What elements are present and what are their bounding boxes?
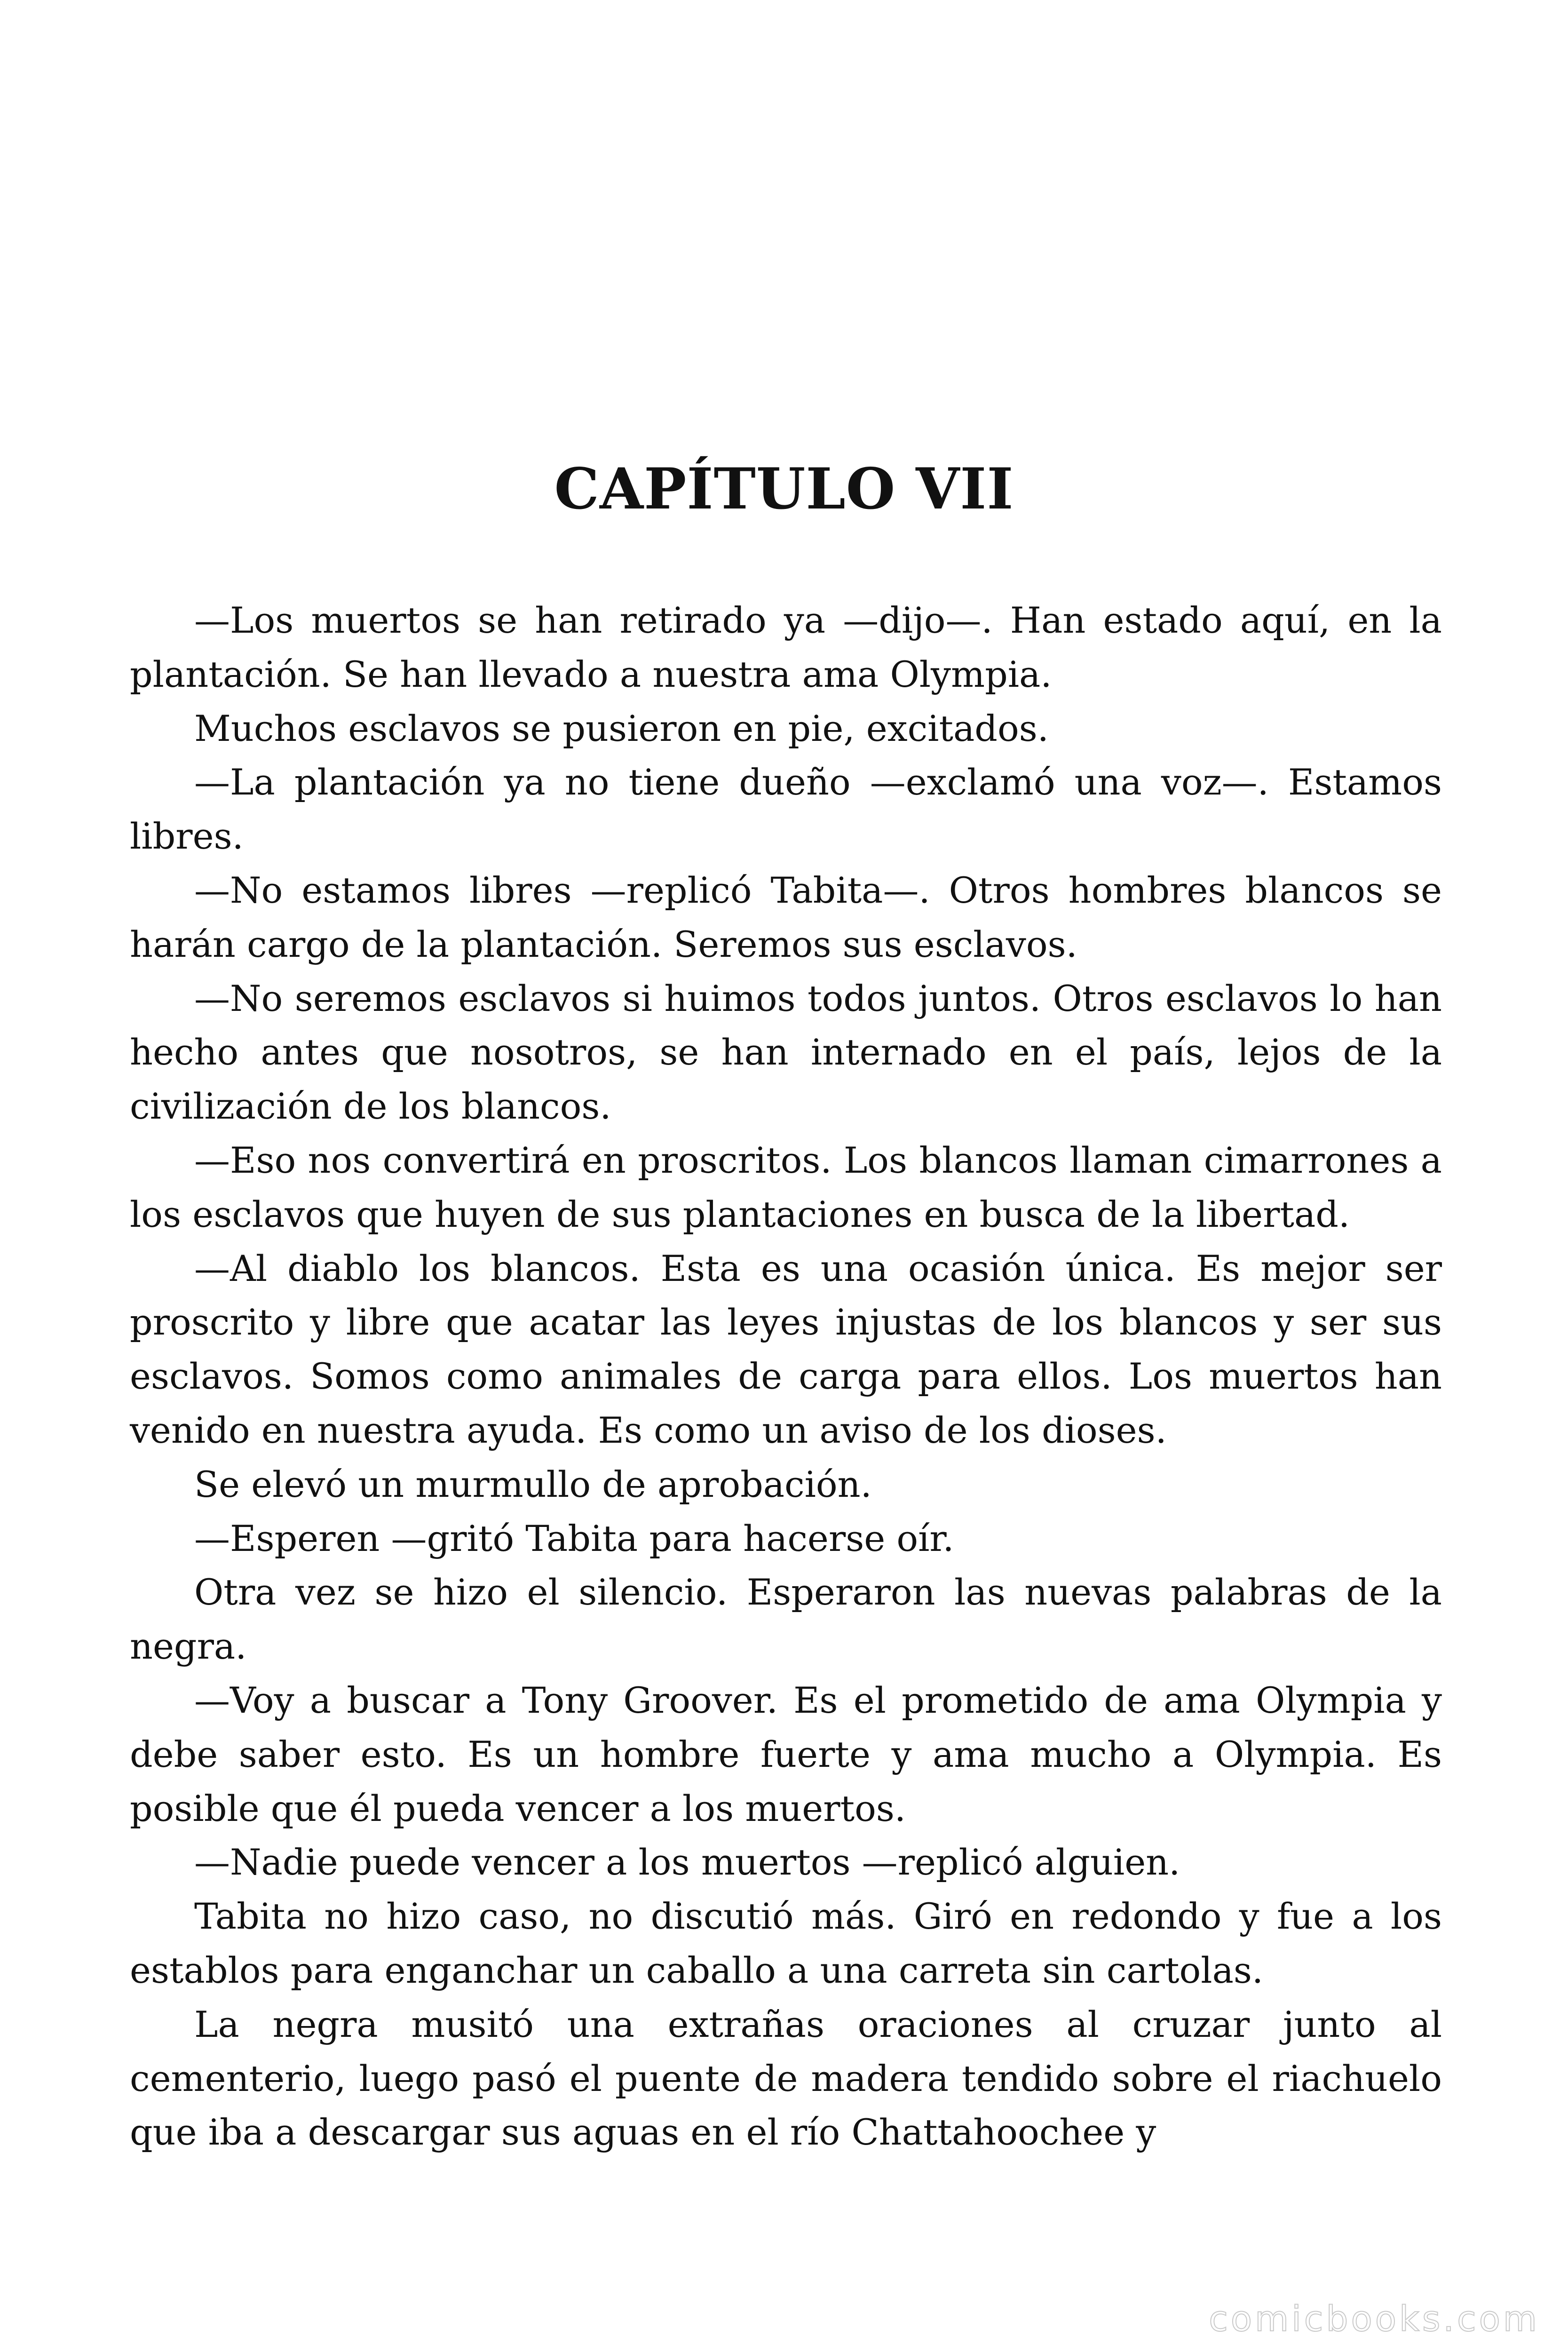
paragraph: Otra vez se hizo el silencio. Esperaron las nuevas palabras de la negra. <box>130 1571 1442 1668</box>
paragraph: —No seremos esclavos si huimos todos juntos. Otros esclavos lo han hecho antes que nosotros, se han internado en el país, lejos de la civilización de los blancos. <box>130 977 1442 1128</box>
watermark: comicbooks.com <box>1209 2299 1540 2339</box>
paragraph: Muchos esclavos se pusieron en pie, excitados. <box>194 707 1049 749</box>
paragraph: Tabita no hizo caso, no discutió más. Giró en redondo y fue a los establos para enganchar un caballo a una carreta sin cartolas. <box>130 1895 1442 1991</box>
paragraph: —Al diablo los blancos. Esta es una ocasión única. Es mejor ser proscrito y libre que acatar las leyes injustas de los blancos y ser sus esclavos. Somos como animales de carga para ellos. Los muertos han venido en nuestra ayuda. Es como un aviso de los dioses. <box>130 1247 1442 1451</box>
paragraph: —Eso nos convertirá en proscritos. Los blancos llaman cimarrones a los esclavos que huyen de sus plantaciones en busca de la libertad. <box>130 1139 1442 1235</box>
paragraph: —Nadie puede vencer a los muertos —replicó alguien. <box>194 1841 1180 1883</box>
paragraph: —La plantación ya no tiene dueño —exclamó una voz—. Estamos libres. <box>130 761 1442 858</box>
paragraph: —Los muertos se han retirado ya —dijo—. Han estado aquí, en la plantación. Se han llevado a nuestra ama Olympia. <box>130 599 1442 695</box>
paragraph: —Voy a buscar a Tony Groover. Es el prometido de ama Olympia y debe saber esto. Es un hombre fuerte y ama mucho a Olympia. Es posible que él pueda vencer a los muertos. <box>130 1679 1442 1829</box>
paragraph: La negra musitó una extrañas oraciones al cruzar junto al cementerio, luego pasó el puente de madera tendido sobre el riachuelo que iba a descargar sus aguas en el río Chattahoochee y <box>130 2003 1442 2153</box>
chapter-body <box>130 594 1442 2160</box>
paragraph: —Esperen —gritó Tabita para hacerse oír. <box>194 1517 954 1559</box>
paragraph: —No estamos libres —replicó Tabita—. Otros hombres blancos se harán cargo de la plantación. Seremos sus esclavos. <box>130 869 1442 965</box>
paragraph: Se elevó un murmullo de aprobación. <box>194 1463 872 1505</box>
chapter-title: CAPÍTULO VII <box>554 456 1014 522</box>
